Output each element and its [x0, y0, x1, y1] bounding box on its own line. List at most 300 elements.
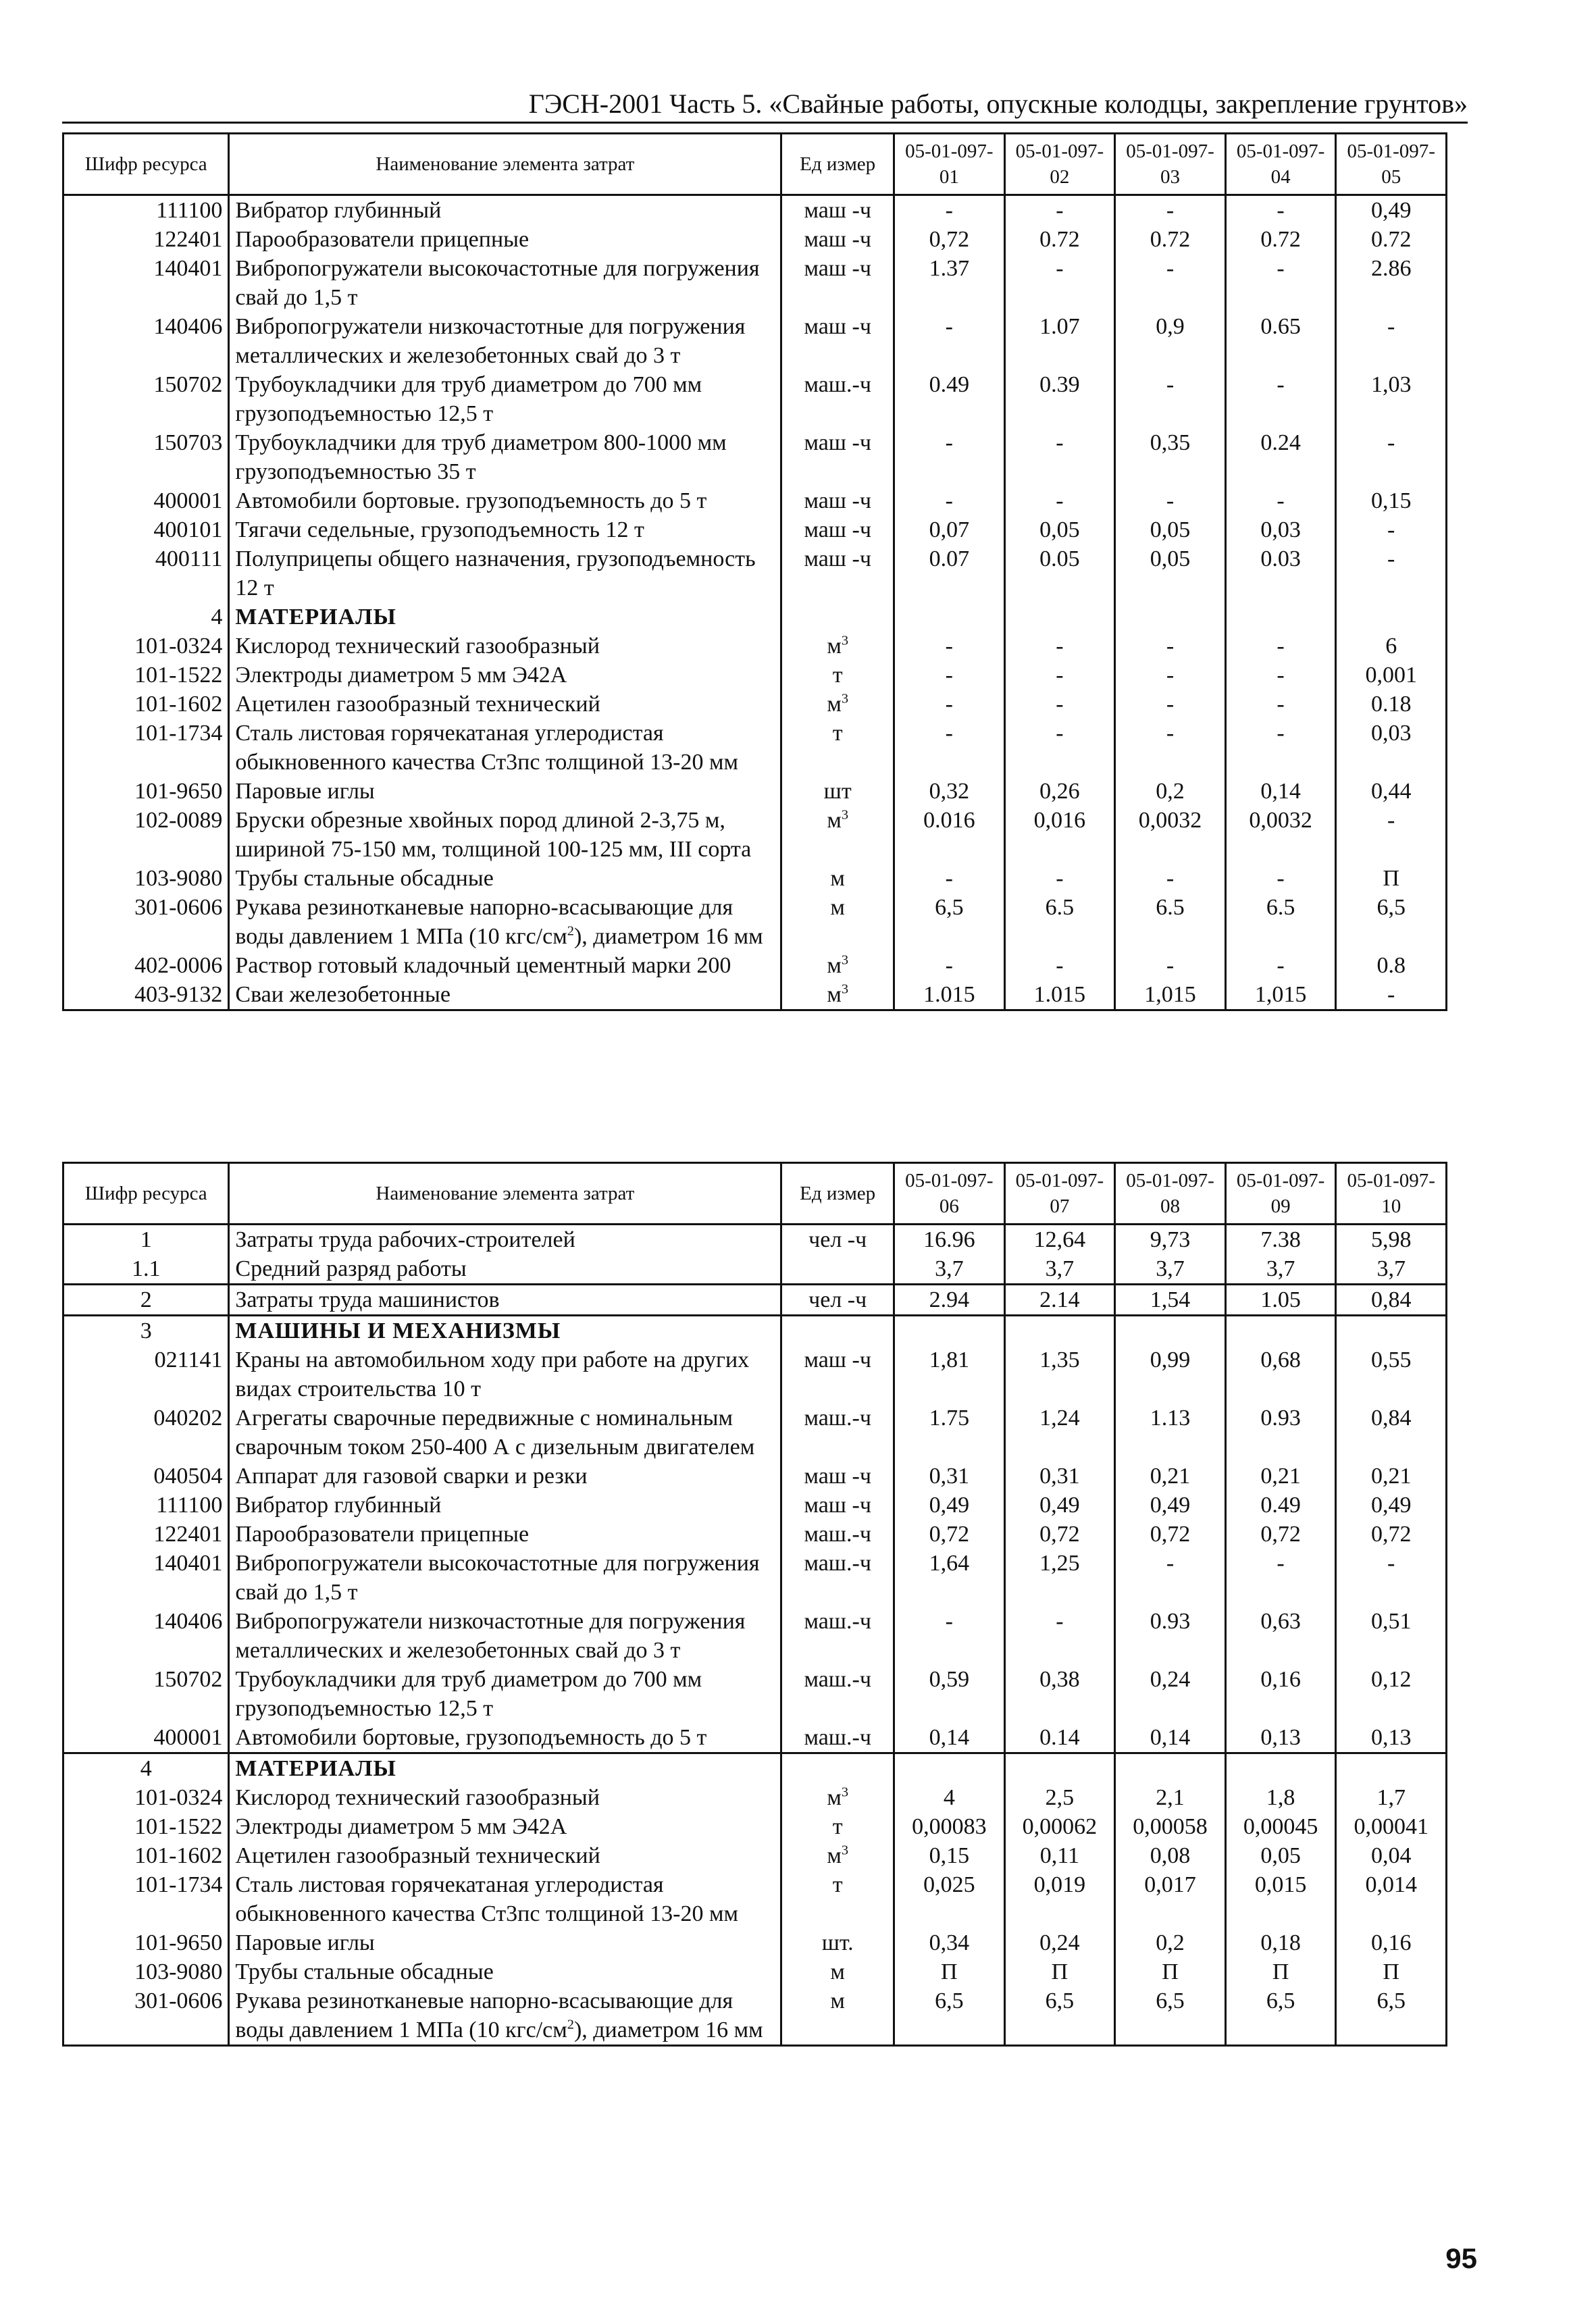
- value-cell: 0,72: [894, 225, 1005, 254]
- value-cell: 6,5: [894, 1986, 1005, 2046]
- resource-code-cell: 1: [63, 1225, 229, 1255]
- table-row: [63, 1783, 1447, 1812]
- value-cell: 0,21: [1225, 1462, 1336, 1491]
- unit-cell: т: [781, 1812, 894, 1841]
- resource-name-cell: Вибропогружатели высокочастотные для погружения свай до 1,5 т: [229, 1549, 781, 1607]
- value-cell: 2.94: [894, 1285, 1005, 1316]
- resource-code-cell: 140401: [63, 254, 229, 312]
- table-row: [63, 1957, 1447, 1986]
- resource-code-cell: 150702: [63, 370, 229, 428]
- value-cell: 0,24: [1004, 1928, 1115, 1957]
- unit-cell: маш.-ч: [781, 1520, 894, 1549]
- value-cell: 6,5: [1336, 1986, 1447, 2046]
- resource-name-cell: МАШИНЫ И МЕХАНИЗМЫ: [229, 1316, 781, 1346]
- value-cell: 0,16: [1336, 1928, 1447, 1957]
- resource-code-cell: 101-1522: [63, 661, 229, 690]
- value-cell: 6.5: [1004, 893, 1115, 951]
- value-cell: [1336, 1316, 1447, 1346]
- value-cell: 1.37: [894, 254, 1005, 312]
- table-row: [63, 370, 1447, 428]
- value-cell: 0.49: [894, 370, 1005, 428]
- column-header-code: Шифр ресурса: [63, 1163, 229, 1225]
- value-cell: -: [1225, 661, 1336, 690]
- table-row: [63, 690, 1447, 719]
- value-cell: -: [1004, 864, 1115, 893]
- value-cell: -: [894, 719, 1005, 777]
- resource-name-cell: Бруски обрезные хвойных пород длиной 2-3,75 м, шириной 75-150 мм, толщиной 100-125 мм, III сорта: [229, 806, 781, 864]
- value-cell: [1225, 1753, 1336, 1784]
- table-row: [63, 225, 1447, 254]
- unit-cell: маш -ч: [781, 254, 894, 312]
- value-cell: [1004, 602, 1115, 632]
- unit-cell: маш -ч: [781, 1345, 894, 1404]
- resource-name-cell: Полуприцепы общего назначения, грузоподъемность 12 т: [229, 544, 781, 602]
- value-cell: 1,24: [1004, 1404, 1115, 1462]
- value-cell: -: [1336, 312, 1447, 370]
- value-cell: [1115, 1316, 1226, 1346]
- value-cell: 0,015: [1225, 1870, 1336, 1928]
- value-cell: 3,7: [1225, 1254, 1336, 1285]
- value-cell: 0.18: [1336, 690, 1447, 719]
- table-row: [63, 951, 1447, 980]
- value-cell: 1.13: [1115, 1404, 1226, 1462]
- unit-cell: маш.-ч: [781, 1549, 894, 1607]
- value-cell: 0.65: [1225, 312, 1336, 370]
- value-cell: -: [1115, 1549, 1226, 1607]
- value-cell: -: [894, 486, 1005, 515]
- value-cell: 0.93: [1115, 1607, 1226, 1665]
- value-cell: 0,14: [1225, 777, 1336, 806]
- unit-cell: маш -ч: [781, 1462, 894, 1491]
- value-cell: 0,03: [1336, 719, 1447, 777]
- value-cell: 0,24: [1115, 1665, 1226, 1723]
- value-cell: 6,5: [1115, 1986, 1226, 2046]
- value-cell: П: [894, 1957, 1005, 1986]
- resource-name-cell: Ацетилен газообразный технический: [229, 690, 781, 719]
- resource-name-cell: Парообразователи прицепные: [229, 225, 781, 254]
- value-cell: 7.38: [1225, 1225, 1336, 1255]
- resource-name-cell: Трубоукладчики для труб диаметром до 700 мм грузоподъемностью 12,5 т: [229, 370, 781, 428]
- value-cell: 0,49: [1336, 1491, 1447, 1520]
- table-row: [63, 544, 1447, 602]
- resource-code-cell: 1.1: [63, 1254, 229, 1285]
- table-section-row: [63, 1316, 1447, 1346]
- resource-code-cell: 101-0324: [63, 1783, 229, 1812]
- resource-name-cell: Аппарат для газовой сварки и резки: [229, 1462, 781, 1491]
- resource-name-cell: Кислород технический газообразный: [229, 1783, 781, 1812]
- unit-cell: $м^3$: [781, 1841, 894, 1870]
- unit-cell: маш.-ч: [781, 1665, 894, 1723]
- resource-code-cell: 021141: [63, 1345, 229, 1404]
- table-row: [63, 1549, 1447, 1607]
- value-cell: [894, 1316, 1005, 1346]
- value-cell: 0,49: [1336, 195, 1447, 226]
- value-cell: 0,05: [1004, 515, 1115, 544]
- value-cell: 0,9: [1115, 312, 1226, 370]
- value-cell: -: [894, 661, 1005, 690]
- value-cell: -: [1004, 719, 1115, 777]
- resource-table-1: [62, 132, 1447, 1011]
- table-row: [63, 428, 1447, 486]
- table-row: [63, 1870, 1447, 1928]
- value-cell: -: [1115, 719, 1226, 777]
- resource-name-cell: Электроды диаметром 5 мм Э42А: [229, 1812, 781, 1841]
- value-cell: -: [1004, 690, 1115, 719]
- value-cell: 1,35: [1004, 1345, 1115, 1404]
- value-cell: -: [1115, 661, 1226, 690]
- resource-name-cell: Трубы стальные обсадные: [229, 1957, 781, 1986]
- value-cell: -: [1004, 632, 1115, 661]
- value-cell: -: [1336, 544, 1447, 602]
- value-cell: 0,31: [894, 1462, 1005, 1491]
- value-cell: 0,014: [1336, 1870, 1447, 1928]
- resource-name-cell: Сваи железобетонные: [229, 980, 781, 1010]
- value-cell: 0,72: [1115, 1520, 1226, 1549]
- resource-name-cell: Краны на автомобильном ходу при работе на других видах строительства 10 т: [229, 1345, 781, 1404]
- table-row: [63, 1928, 1447, 1957]
- value-cell: 0,84: [1336, 1404, 1447, 1462]
- resource-code-cell: 102-0089: [63, 806, 229, 864]
- value-cell: -: [1004, 486, 1115, 515]
- resource-code-cell: 101-0324: [63, 632, 229, 661]
- resource-code-cell: 3: [63, 1316, 229, 1346]
- value-cell: 0.03: [1225, 544, 1336, 602]
- value-cell: -: [1336, 1549, 1447, 1607]
- column-header-norm-code: 05-01-097-01: [894, 134, 1005, 195]
- value-cell: 0.05: [1004, 544, 1115, 602]
- table-row: [63, 1285, 1447, 1316]
- unit-cell: т: [781, 661, 894, 690]
- value-cell: 0,72: [1225, 1520, 1336, 1549]
- value-cell: [894, 1753, 1005, 1784]
- resource-name-cell: Трубоукладчики для труб диаметром 800-1000 мм грузоподъемностью 35 т: [229, 428, 781, 486]
- value-cell: 0,21: [1115, 1462, 1226, 1491]
- value-cell: 0,99: [1115, 1345, 1226, 1404]
- value-cell: 0,11: [1004, 1841, 1115, 1870]
- unit-cell: маш -ч: [781, 515, 894, 544]
- value-cell: 0,016: [1004, 806, 1115, 864]
- value-cell: 0,72: [894, 1520, 1005, 1549]
- table-row: [63, 1812, 1447, 1841]
- column-header-name: Наименование элемента затрат: [229, 1163, 781, 1225]
- value-cell: 0.24: [1225, 428, 1336, 486]
- unit-cell: $м^3$: [781, 632, 894, 661]
- value-cell: 6.5: [1225, 893, 1336, 951]
- value-cell: 1,015: [1225, 980, 1336, 1010]
- value-cell: [1225, 602, 1336, 632]
- column-header-norm-code: 05-01-097-08: [1115, 1163, 1226, 1225]
- resource-table-2: [62, 1162, 1447, 2047]
- column-header-norm-code: 05-01-097-10: [1336, 1163, 1447, 1225]
- unit-cell: маш -ч: [781, 1491, 894, 1520]
- resource-code-cell: 101-9650: [63, 777, 229, 806]
- value-cell: -: [1004, 195, 1115, 226]
- unit-cell: т: [781, 719, 894, 777]
- unit-cell: маш -ч: [781, 312, 894, 370]
- resource-code-cell: 122401: [63, 225, 229, 254]
- value-cell: 0,0032: [1115, 806, 1226, 864]
- unit-cell: шт.: [781, 1928, 894, 1957]
- value-cell: 0,32: [894, 777, 1005, 806]
- value-cell: 0.8: [1336, 951, 1447, 980]
- column-header-name: Наименование элемента затрат: [229, 134, 781, 195]
- resource-name-cell: Ацетилен газообразный технический: [229, 1841, 781, 1870]
- value-cell: 1,015: [1115, 980, 1226, 1010]
- value-cell: 2,1: [1115, 1783, 1226, 1812]
- unit-cell: $м^3$: [781, 806, 894, 864]
- column-header-norm-code: 05-01-097-07: [1004, 1163, 1115, 1225]
- resource-code-cell: 402-0006: [63, 951, 229, 980]
- table-section-row: [63, 1753, 1447, 1784]
- value-cell: 0,13: [1225, 1723, 1336, 1753]
- unit-cell: маш -ч: [781, 195, 894, 226]
- value-cell: 0,03: [1225, 515, 1336, 544]
- column-header-unit: Ед измер: [781, 134, 894, 195]
- value-cell: 6,5: [1225, 1986, 1336, 2046]
- value-cell: 3,7: [1336, 1254, 1447, 1285]
- value-cell: 0,13: [1336, 1723, 1447, 1753]
- value-cell: 0,00041: [1336, 1812, 1447, 1841]
- resource-name-cell: Средний разряд работы: [229, 1254, 781, 1285]
- value-cell: 0,15: [1336, 486, 1447, 515]
- resource-name-cell: Затраты труда рабочих-строителей: [229, 1225, 781, 1255]
- resource-code-cell: 140406: [63, 1607, 229, 1665]
- value-cell: 6: [1336, 632, 1447, 661]
- unit-cell: м: [781, 864, 894, 893]
- value-cell: -: [1225, 486, 1336, 515]
- value-cell: 0,14: [894, 1723, 1005, 1753]
- value-cell: 1,8: [1225, 1783, 1336, 1812]
- value-cell: -: [1004, 661, 1115, 690]
- value-cell: 0,05: [1115, 544, 1226, 602]
- value-cell: 0,68: [1225, 1345, 1336, 1404]
- value-cell: 0,72: [1336, 1520, 1447, 1549]
- value-cell: -: [894, 312, 1005, 370]
- value-cell: 0,08: [1115, 1841, 1226, 1870]
- table-row: [63, 1345, 1447, 1404]
- value-cell: -: [1336, 428, 1447, 486]
- column-header-norm-code: 05-01-097-05: [1336, 134, 1447, 195]
- unit-cell: $м^3$: [781, 980, 894, 1010]
- value-cell: 0.72: [1336, 225, 1447, 254]
- value-cell: -: [894, 864, 1005, 893]
- value-cell: -: [1115, 486, 1226, 515]
- resource-name-cell: Тягачи седельные, грузоподъемность 12 т: [229, 515, 781, 544]
- resource-code-cell: 122401: [63, 1520, 229, 1549]
- unit-cell: $м^3$: [781, 690, 894, 719]
- table-row: [63, 1986, 1447, 2046]
- value-cell: 6,5: [1336, 893, 1447, 951]
- resource-code-cell: 101-1734: [63, 1870, 229, 1928]
- value-cell: 1.75: [894, 1404, 1005, 1462]
- value-cell: 0,15: [894, 1841, 1005, 1870]
- resource-name-cell: МАТЕРИАЛЫ: [229, 602, 781, 632]
- resource-name-cell: Раствор готовый кладочный цементный марки 200: [229, 951, 781, 980]
- value-cell: -: [1115, 254, 1226, 312]
- value-cell: 0.72: [1115, 225, 1226, 254]
- value-cell: 0,44: [1336, 777, 1447, 806]
- value-cell: 1.07: [1004, 312, 1115, 370]
- value-cell: 5,98: [1336, 1225, 1447, 1255]
- value-cell: 0,0032: [1225, 806, 1336, 864]
- resource-name-cell: Рукава резинотканевые напорно-всасывающие для воды давлением 1 МПа (10 кгс/$см^2$), диаметром 16 мм: [229, 893, 781, 951]
- resource-name-cell: Автомобили бортовые. грузоподъемность до 5 т: [229, 486, 781, 515]
- table-row: [63, 661, 1447, 690]
- value-cell: 16.96: [894, 1225, 1005, 1255]
- table-row: [63, 1254, 1447, 1285]
- unit-cell: маш.-ч: [781, 370, 894, 428]
- value-cell: 0,14: [1115, 1723, 1226, 1753]
- value-cell: 1,03: [1336, 370, 1447, 428]
- resource-code-cell: 101-1522: [63, 1812, 229, 1841]
- value-cell: 6,5: [894, 893, 1005, 951]
- resource-name-cell: Вибропогружатели низкочастотные для погружения металлических и железобетонных свай до 3 т: [229, 1607, 781, 1665]
- unit-cell: [781, 1316, 894, 1346]
- value-cell: 0.07: [894, 544, 1005, 602]
- value-cell: 0.72: [1004, 225, 1115, 254]
- value-cell: 0,31: [1004, 1462, 1115, 1491]
- value-cell: 0,04: [1336, 1841, 1447, 1870]
- table-row: [63, 1520, 1447, 1549]
- value-cell: [1004, 1753, 1115, 1784]
- value-cell: 0,63: [1225, 1607, 1336, 1665]
- value-cell: -: [1225, 370, 1336, 428]
- unit-cell: [781, 1753, 894, 1784]
- table-row: [63, 486, 1447, 515]
- table-row: [63, 632, 1447, 661]
- value-cell: 6.5: [1115, 893, 1226, 951]
- value-cell: 0,001: [1336, 661, 1447, 690]
- value-cell: 0,49: [1004, 1491, 1115, 1520]
- value-cell: -: [894, 1607, 1005, 1665]
- value-cell: 3,7: [1004, 1254, 1115, 1285]
- resource-code-cell: 140401: [63, 1549, 229, 1607]
- resource-code-cell: 400111: [63, 544, 229, 602]
- value-cell: [1115, 602, 1226, 632]
- value-cell: 0,07: [894, 515, 1005, 544]
- resource-name-cell: Автомобили бортовые, грузоподъемность до 5 т: [229, 1723, 781, 1753]
- value-cell: 0,26: [1004, 777, 1115, 806]
- resource-name-cell: Вибратор глубинный: [229, 1491, 781, 1520]
- value-cell: 0,017: [1115, 1870, 1226, 1928]
- page-header: [62, 86, 1468, 124]
- value-cell: -: [1225, 951, 1336, 980]
- unit-cell: м: [781, 1957, 894, 1986]
- value-cell: 0,72: [1004, 1520, 1115, 1549]
- resource-code-cell: 400001: [63, 486, 229, 515]
- value-cell: 0,21: [1336, 1462, 1447, 1491]
- table-row: [63, 1665, 1447, 1723]
- value-cell: 1,25: [1004, 1549, 1115, 1607]
- resource-name-cell: Трубоукладчики для труб диаметром до 700 мм грузоподъемностью 12,5 т: [229, 1665, 781, 1723]
- value-cell: 0.49: [1225, 1491, 1336, 1520]
- value-cell: -: [1225, 254, 1336, 312]
- page-header-title: ГЭСН-2001 Часть 5. «Свайные работы, опускные колодцы, закрепление грунтов»: [528, 88, 1468, 119]
- resource-code-cell: 103-9080: [63, 864, 229, 893]
- value-cell: 0.016: [894, 806, 1005, 864]
- value-cell: 1.015: [894, 980, 1005, 1010]
- table-row: [63, 1841, 1447, 1870]
- resource-code-cell: 140406: [63, 312, 229, 370]
- table-row: [63, 864, 1447, 893]
- table-row: [63, 1404, 1447, 1462]
- unit-cell: [781, 602, 894, 632]
- resource-code-cell: 101-9650: [63, 1928, 229, 1957]
- resource-name-cell: Затраты труда машинистов: [229, 1285, 781, 1316]
- value-cell: -: [1225, 195, 1336, 226]
- value-cell: 3,7: [894, 1254, 1005, 1285]
- value-cell: [894, 602, 1005, 632]
- unit-cell: $м^3$: [781, 1783, 894, 1812]
- column-header-unit: Ед измер: [781, 1163, 894, 1225]
- unit-cell: маш -ч: [781, 486, 894, 515]
- unit-cell: шт: [781, 777, 894, 806]
- value-cell: -: [1004, 1607, 1115, 1665]
- value-cell: 0,2: [1115, 777, 1226, 806]
- table-header-row: [63, 1163, 1447, 1225]
- value-cell: [1336, 602, 1447, 632]
- table-row: [63, 254, 1447, 312]
- resource-name-cell: Вибропогружатели низкочастотные для погружения металлических и железобетонных свай до 3 т: [229, 312, 781, 370]
- table-row: [63, 719, 1447, 777]
- table-row: [63, 806, 1447, 864]
- value-cell: 9,73: [1115, 1225, 1226, 1255]
- value-cell: 12,64: [1004, 1225, 1115, 1255]
- value-cell: 0,49: [1115, 1491, 1226, 1520]
- resource-name-cell: МАТЕРИАЛЫ: [229, 1753, 781, 1784]
- resource-code-cell: 040504: [63, 1462, 229, 1491]
- resource-name-cell: Сталь листовая горячекатаная углеродистая обыкновенного качества Ст3пс толщиной 13-20 мм: [229, 1870, 781, 1928]
- resource-code-cell: 400001: [63, 1723, 229, 1753]
- value-cell: -: [894, 428, 1005, 486]
- column-header-norm-code: 05-01-097-02: [1004, 134, 1115, 195]
- value-cell: -: [894, 632, 1005, 661]
- value-cell: -: [894, 195, 1005, 226]
- value-cell: П: [1336, 864, 1447, 893]
- value-cell: 0,00062: [1004, 1812, 1115, 1841]
- resource-code-cell: 103-9080: [63, 1957, 229, 1986]
- resource-code-cell: 4: [63, 602, 229, 632]
- value-cell: [1336, 1753, 1447, 1784]
- resource-name-cell: Трубы стальные обсадные: [229, 864, 781, 893]
- column-header-norm-code: 05-01-097-03: [1115, 134, 1226, 195]
- value-cell: -: [1336, 515, 1447, 544]
- resource-name-cell: Паровые иглы: [229, 1928, 781, 1957]
- value-cell: -: [1225, 1549, 1336, 1607]
- value-cell: П: [1004, 1957, 1115, 1986]
- value-cell: 0,59: [894, 1665, 1005, 1723]
- page-number: 95: [1445, 2242, 1477, 2274]
- value-cell: П: [1336, 1957, 1447, 1986]
- value-cell: 0,55: [1336, 1345, 1447, 1404]
- value-cell: 0,05: [1225, 1841, 1336, 1870]
- value-cell: 2,5: [1004, 1783, 1115, 1812]
- resource-name-cell: Кислород технический газообразный: [229, 632, 781, 661]
- value-cell: 0,84: [1336, 1285, 1447, 1316]
- resource-code-cell: 2: [63, 1285, 229, 1316]
- table-row: [63, 195, 1447, 226]
- resource-code-cell: 101-1602: [63, 1841, 229, 1870]
- table-row: [63, 1225, 1447, 1255]
- value-cell: 0,16: [1225, 1665, 1336, 1723]
- value-cell: 1.05: [1225, 1285, 1336, 1316]
- value-cell: 0,38: [1004, 1665, 1115, 1723]
- table-section-row: [63, 602, 1447, 632]
- unit-cell: маш.-ч: [781, 1607, 894, 1665]
- value-cell: -: [1004, 254, 1115, 312]
- value-cell: -: [894, 951, 1005, 980]
- value-cell: 4: [894, 1783, 1005, 1812]
